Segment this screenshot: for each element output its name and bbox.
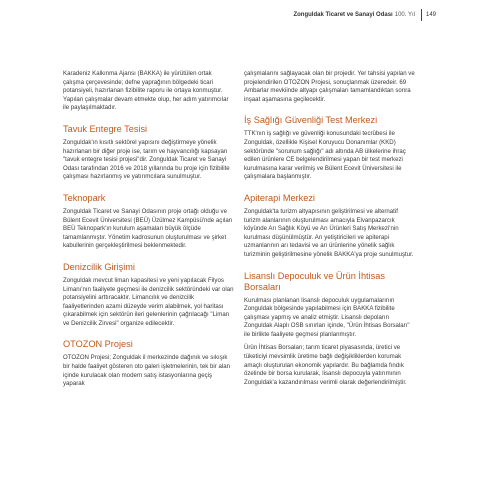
heading-tavuk: Tavuk Entegre Tesisi bbox=[63, 123, 148, 134]
heading-teknopark: Teknopark bbox=[63, 192, 106, 203]
text-tavuk: Zonguldak'ın kısıtlı sektörel yapısını değiştirmeye yönelik hazırlanan bir diğer proje ise, tarım ve hayvancılığı kapsayan "tavuk entegre tesisi projesi"dir. Zonguldak Ticaret ve Sanayi Odası tarafından 2016 ve 2018 yıllarında bu proje için fizibilite çalışması hazırlanmış ve yatırımcılara sunulmuştur. bbox=[63, 138, 230, 181]
heading-isg: İş Sağlığı Güvenliği Test Merkezi bbox=[244, 115, 378, 126]
text-lisansli-2: Ürün İhtisas Borsaları; tarım ticaret piyasasında, üretici ve tüketiciyi mevsimlik üretime bağlı değişikliklerden korumak amaçlı oluşturulan ekonomik yapılardır. Bu bağlamda fındık özelinde bir borsa kurularak, lisanslı depocuyla yatırımının Zonguldak'a kazandırılması verimli olarak değerlendirilmiştir. bbox=[244, 344, 407, 386]
text-apiterapi: Zonguldak'ta turizm altyapısının geliştirilmesi ve alternatif turizm alanlarının oluşturulması amacıyla Elvanpazarcık köyünde Arı Sağlık Köyü ve Arı Ürünleri Satış Merkezi'nin kurulması düşünülmüştür. Arı yetiştiricileri ve apiterapi uzmanlarının arı tedavisi ve arı ürünlerine yönelik sağlık turizminin geliştirilmesine yönelik BAKKA'ya proje sunulmuştur. bbox=[244, 207, 414, 258]
text-otozon: OTOZON Projesi; Zonguldak il merkezinde dağınık ve sıkışık bir halde faaliyet gösteren oto galeri işletmelerinin, tek bir alan içinde kurulacak olan modern satış istasyonlarına geçiş yaparak bbox=[63, 354, 230, 388]
text-lisansli-1: Kurulması planlanan lisanslı depoculuk uygulamalarının Zonguldak bölgesinde yapılabilmesi için BAKKA fizibilite çalışması yapmış ve analiz etmiştir. Lisanslı depoların Zonguldak Alaplı OSB sınırları içinde, "Ürün İhtisas Borsaları" ile birlikte faaliyete geçmesi planlanmıştır. bbox=[244, 296, 410, 338]
header-title: Zonguldak Ticaret ve Sanayi Odası bbox=[293, 12, 393, 18]
page-number: 149 bbox=[425, 12, 436, 18]
left-column bbox=[63, 70, 234, 394]
heading-apiterapi: Apiterapi Merkezi bbox=[244, 192, 315, 203]
header-year: 100. Yıl bbox=[394, 12, 415, 18]
right-column bbox=[244, 70, 416, 392]
text-denizcilik: Zonguldak mevcut liman kapasitesi ve yeni yapılacak Filyos Limanı'nın faaliyete geçmesi ile denizcilik sektöründeki var olan potansiyelini arttıracaktır. Limancılık ve denizcilik faaliyetlerinden azami düzeyde verim alabilmek, yol haritası çıkarabilmek için sektörün ileri gelenlerinin çağrılacağı "Liman ve Denizcilik Zirvesi" organize edilecektir. bbox=[63, 276, 234, 327]
heading-otozon: OTOZON Projesi bbox=[63, 339, 133, 350]
left-intro: Karadeniz Kalkınma Ajansı (BAKKA) ile yürütülen ortak çalışma çerçevesinde; defne yaprağının bölgedeki ticari potansiyeli, hazırlanan fizibilite raporu ile ortaya konmuştur. Yapılan çalışmalar devam etmekte olup, her adım yatırımcılar ile paylaşılmaktadır. bbox=[63, 70, 229, 112]
header-divider bbox=[421, 9, 422, 21]
heading-denizcilik: Denizcilik Girişimi bbox=[63, 261, 135, 272]
text-isg: TTK'nın iş sağlığı ve güvenliği konusundaki tecrübesi ile Zonguldak, özellikle Kişisel Koruyucu Donanımlar (KKD) sektöründe "sorunum sağlığı" adı altında AB ülkelerine ihraç edilen ürünlere CE belgelendirilmesi yapan bir test merkezi kurulmasına karar verilmiş ve Bülent Ecevit Üniversitesi ile çalışmalara başlanmıştır. bbox=[244, 130, 406, 181]
heading-lisansli: Lisanslı Depoculuk ve Ürün İhtisas Borsaları bbox=[244, 270, 385, 292]
text-teknopark: Zonguldak Ticaret ve Sanayi Odasının proje ortağı olduğu ve Bülent Ecevit Üniversitesi (BEÜ) Üzülmez Kampüsü'nde açılan BEÜ Teknopark'ın kurulum aşamaları büyük ölçüde tamamlanmıştır. Yönetim kadrosunun oluşturulması ve şirket kabullerinin gerçekleştirilmesi beklenmektedir. bbox=[63, 207, 233, 250]
right-intro: çalışmalarını sağlayacak olan bir projedir. Yer tahsisi yapılan ve projelendirilen OTOZON Projesi, sonuçlanmak üzeredeir. 69 Ambarlar mevkiinde altyapı çalışmaları tamamlandıktan sonra inşaat aşamasına geçilecektir. bbox=[244, 70, 415, 103]
running-header bbox=[293, 9, 436, 21]
